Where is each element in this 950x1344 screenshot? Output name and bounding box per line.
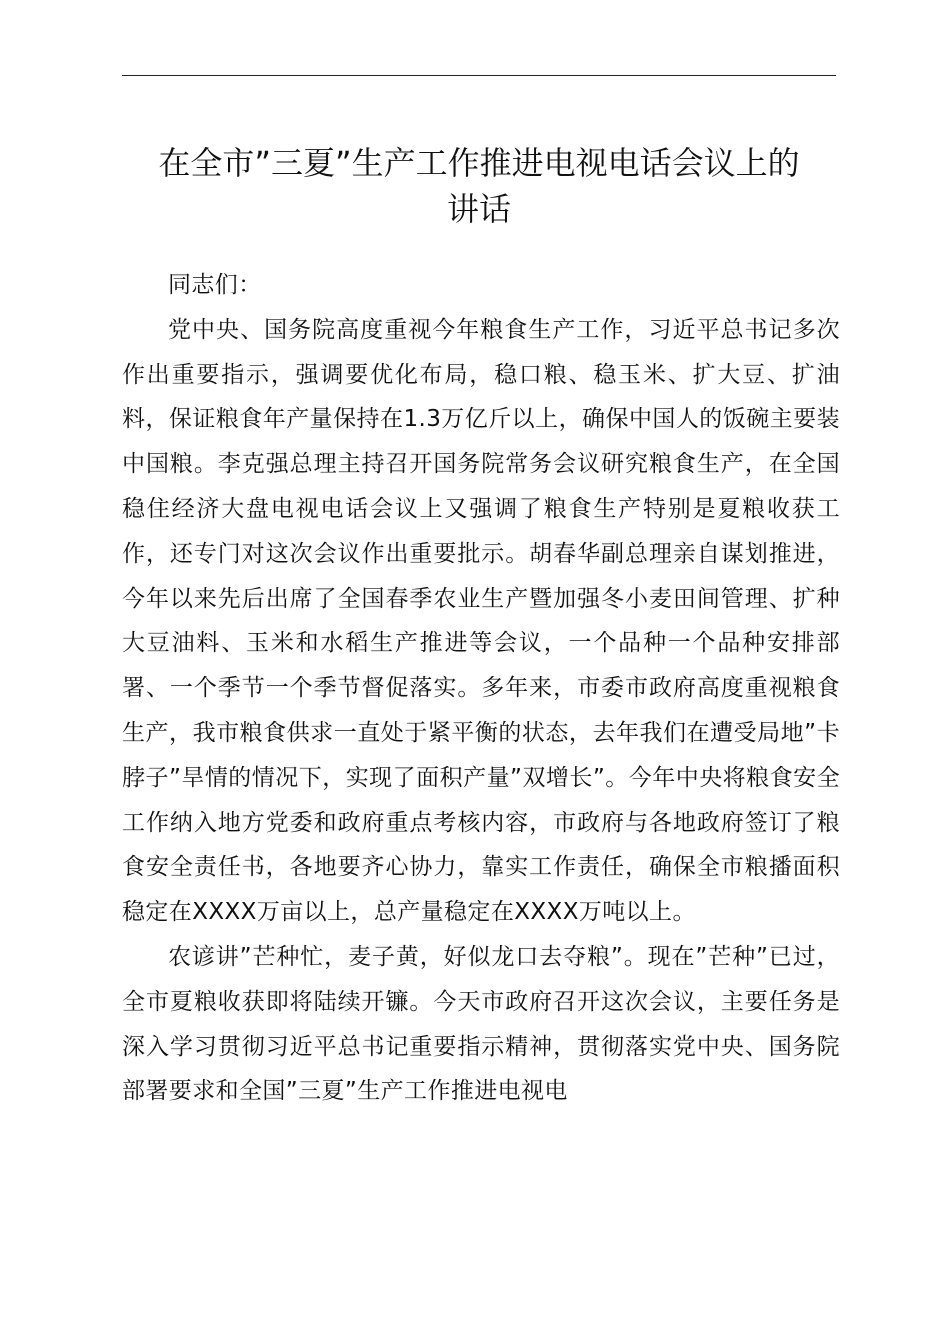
salutation: 同志们： [168,272,262,298]
document-title [112,140,846,232]
title-line-1: 在全市”三夏”生产工作推进电视电话会议上的 [158,144,800,182]
paragraph-2: 农谚讲”芒种忙，麦子黄，好似龙口去夺粮”。现在”芒种”已过，全市夏粮收获即将陆续开镰。今天市政府召开这次会议，主要任务是深入学习贯彻习近平总书记重要指示精神，贯彻落实党中央、国务院部署要求和全国”三夏”生产工作推进电视电 [122,943,840,1105]
document-body [122,263,840,1114]
paragraph-1: 党中央、国务院高度重视今年粮食生产工作，习近平总书记多次作出重要指示，强调要优化布局，稳口粮、稳玉米、扩大豆、扩油料，保证粮食年产量保持在1.3万亿斤以上，确保中国人的饭碗主要装中国粮。李克强总理主持召开国务院常务会议研究粮食生产，在全国稳住经济大盘电视电话会议上又强调了粮食生产特别是夏粮收获工作，还专门对这次会议作出重要批示。胡春华副总理亲自谋划推进，今年以来先后出席了全国春季农业生产暨加强冬小麦田间管理、扩种大豆油料、玉米和水稻生产推进等会议，一个品种一个品种安排部署、一个季节一个季节督促落实。多年来，市委市政府高度重视粮食生产，我市粮食供求一直处于紧平衡的状态，去年我们在遭受局地”卡脖子”旱情的情况下，实现了面积产量”双增长”。今年中央将粮食安全工作纳入地方党委和政府重点考核内容，市政府与各地政府签订了粮食安全责任书，各地要齐心协力，靠实工作责任，确保全市粮播面积稳定在XXXX万亩以上，总产量稳定在XXXX万吨以上。 [122,316,840,926]
header-rule [122,75,836,76]
title-line-2: 讲话 [446,190,511,228]
